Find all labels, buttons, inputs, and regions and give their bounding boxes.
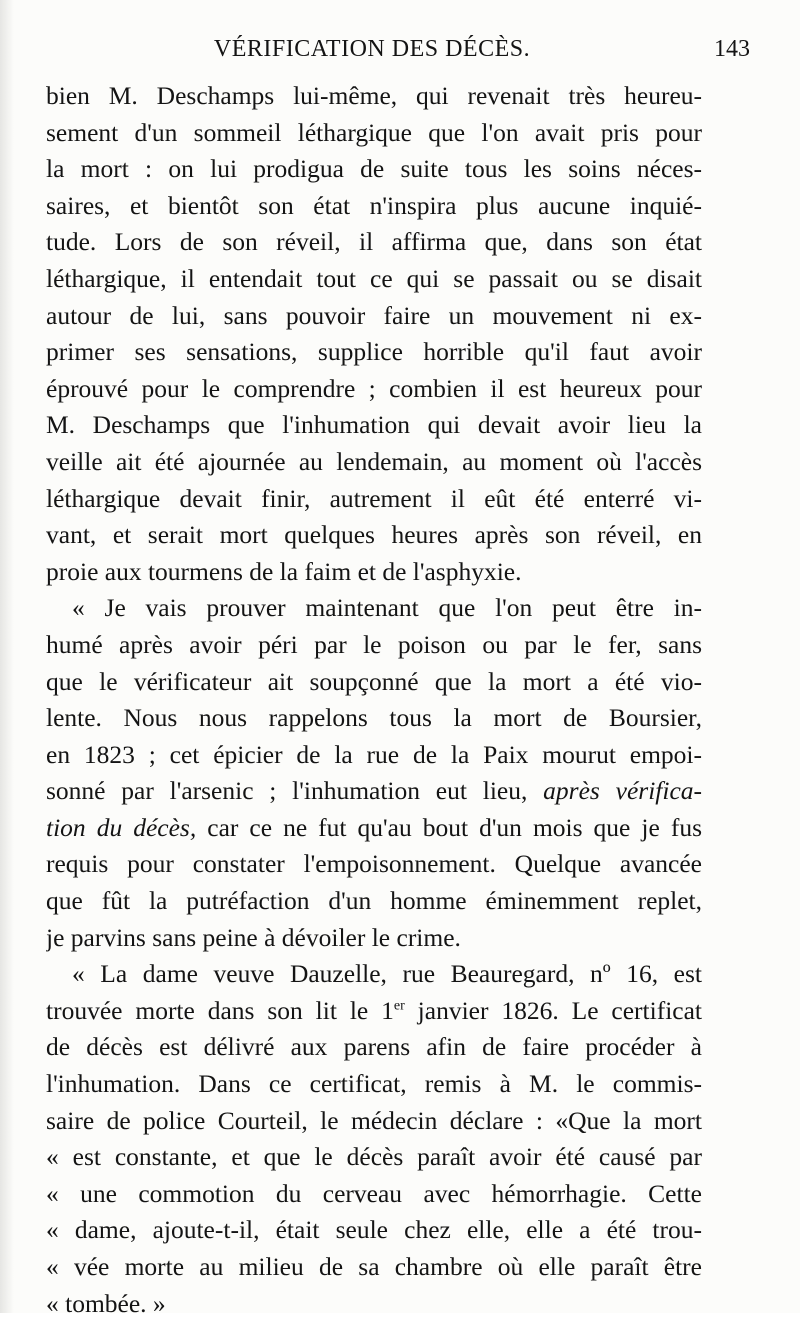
text-line: la mort : on lui prodigua de suite tous les soins néces-: [46, 154, 702, 184]
line-part: janvier 1826. Le certificat: [417, 995, 702, 1025]
text-line: [46, 773, 702, 810]
line-part: car ce ne fut qu'au bout d'un mois que je fus: [207, 812, 702, 842]
text-line: sement d'un sommeil léthargique que l'on avait pris pour: [46, 117, 702, 147]
text-line: humé après avoir péri par le poison ou par le fer, sans: [46, 629, 702, 659]
text-line: tude. Lors de son réveil, il affirma que, dans son état: [46, 227, 702, 257]
text-line: de décès est délivré aux parens afin de faire procéder à: [46, 1032, 702, 1062]
text-line: requis pour constater l'empoisonnement. Quelque avancée: [46, 849, 702, 879]
text-line: léthargique devait finir, autrement il eût été enterré vi-: [46, 483, 702, 513]
page-number: 143: [714, 36, 750, 62]
italic-phrase: après vérifica-: [543, 776, 702, 806]
text-line: « vée morte au milieu de sa chambre où elle paraît être: [46, 1252, 702, 1281]
text-line: vant, et serait mort quelques heures après son réveil, en: [46, 520, 702, 550]
text-line: « est constante, et que le décès paraît avoir été causé par: [46, 1142, 702, 1172]
text-line: que fût la putréfaction d'un homme éminemment replet,: [46, 886, 702, 916]
text-line: l'inhumation. Dans ce certificat, remis à M. le commis-: [46, 1069, 702, 1099]
text-line: « Je vais prouver maintenant que l'on peut être in-: [72, 593, 702, 623]
text-line: bien M. Deschamps lui-même, qui revenait très heureu-: [46, 81, 702, 110]
text-line: « dame, ajoute-t-il, était seule chez elle, elle a été trou-: [46, 1215, 702, 1245]
text-line: « tombée. »: [46, 1288, 166, 1318]
page-gutter-shadow: [0, 0, 14, 1313]
text-line: primer ses sensations, supplice horrible qu'il faut avoir: [46, 337, 702, 367]
running-title: VÉRIFICATION DES DÉCÈS.: [213, 36, 531, 62]
text-line: lente. Nous nous rappelons tous la mort de Boursier,: [46, 703, 702, 733]
text-line: veille ait été ajournée au lendemain, au moment où l'accès: [46, 446, 702, 476]
superscript: er: [393, 998, 405, 1014]
page-header: [0, 30, 800, 70]
text-line: saire de police Courteil, le médecin déclare : «Que la mort: [46, 1105, 702, 1135]
text-line: [46, 993, 702, 1030]
text-line: proie aux tourmens de la faim et de l'asphyxie.: [46, 556, 522, 586]
text-line: que le vérificateur ait soupçonné que la mort a été vio-: [46, 666, 702, 696]
text-line: léthargique, il entendait tout ce qui se passait ou se disait: [46, 263, 702, 293]
text-line: saires, et bientôt son état n'inspira plus aucune inquié-: [46, 190, 702, 220]
text-line: « une commotion du cerveau avec hémorrhagie. Cette: [46, 1178, 702, 1208]
text-line: je parvins sans peine à dévoiler le crime.: [46, 922, 461, 952]
body-text: [46, 78, 702, 1322]
text-line: autour de lui, sans pouvoir faire un mouvement ni ex-: [46, 300, 702, 330]
text-line: éprouvé pour le comprendre ; combien il est heureux pour: [46, 373, 702, 403]
line-part: trouvée morte dans son lit le 1: [46, 995, 394, 1025]
line-part: sonné par l'arsenic ; l'inhumation eut lieu,: [46, 776, 528, 806]
italic-phrase: tion du décès,: [46, 812, 197, 842]
text-line: M. Deschamps que l'inhumation qui devait avoir lieu la: [46, 410, 702, 440]
text-line: « La dame veuve Dauzelle, rue Beauregard, nº 16, est: [72, 959, 702, 989]
text-line: en 1823 ; cet épicier de la rue de la Paix mourut empoi-: [46, 739, 702, 769]
text-line: [46, 810, 702, 847]
